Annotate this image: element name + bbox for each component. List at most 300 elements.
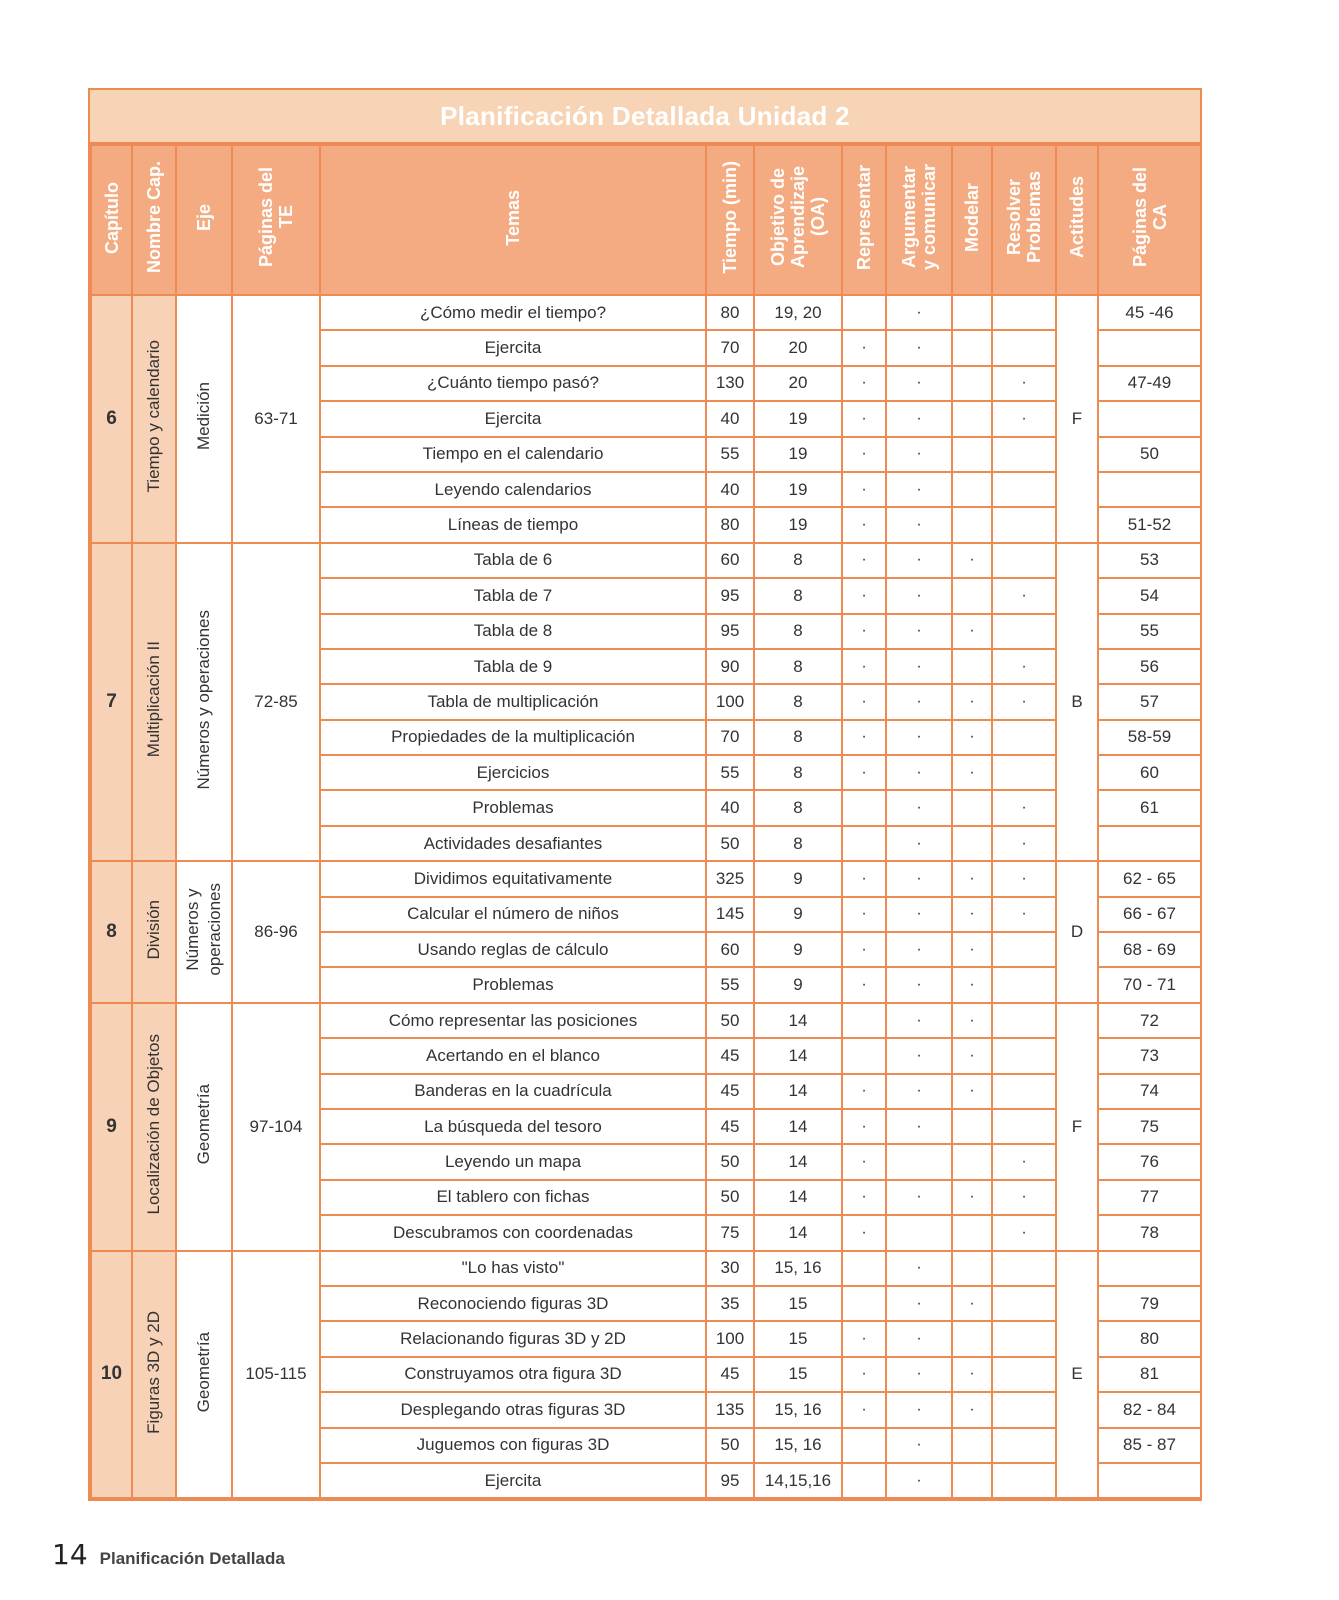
header-paginas-ca: Páginas del CA [1098,145,1201,295]
table-row [91,1003,1201,1038]
resolver-mark: · [992,578,1056,613]
table-title: Planificación Detallada Unidad 2 [90,90,1200,144]
oa-cell: 19 [754,437,842,472]
table-row [91,543,1201,578]
oa-cell: 9 [754,967,842,1002]
modelar-mark: · [952,967,992,1002]
tema-cell: Tabla de 8 [320,614,706,649]
tema-cell: Líneas de tiempo [320,507,706,542]
paginas-ca-cell: 78 [1098,1215,1201,1250]
chapter-name-text: Tiempo y calendario [144,340,163,493]
tiempo-cell: 45 [706,1038,754,1073]
header-temas: Temas [320,145,706,295]
oa-cell: 8 [754,649,842,684]
argumentar-mark: · [886,1463,952,1498]
argumentar-mark: · [886,401,952,436]
chapter-eje [176,861,232,1003]
tema-cell: Propiedades de la multiplicación [320,720,706,755]
argumentar-mark: · [886,1286,952,1321]
resolver-mark [992,967,1056,1002]
modelar-mark [952,1215,992,1250]
representar-mark: · [842,437,886,472]
tema-cell: Tabla de 7 [320,578,706,613]
oa-cell: 14 [754,1215,842,1250]
table-row [91,295,1201,330]
tema-cell: Tabla de 6 [320,543,706,578]
chapter-name-text: Multiplicación II [144,641,163,758]
chapter-name-text: Localización de Objetos [144,1033,163,1215]
modelar-mark [952,1428,992,1463]
chapter-actitud: D [1056,861,1098,1003]
modelar-mark: · [952,1074,992,1109]
oa-cell: 14 [754,1003,842,1038]
chapter-pages-te: 63-71 [232,295,320,543]
modelar-mark [952,578,992,613]
resolver-mark [992,1286,1056,1321]
chapter-name-text: Figuras 3D y 2D [144,1310,163,1434]
chapter-name [132,1003,176,1251]
oa-cell: 14 [754,1109,842,1144]
modelar-mark: · [952,755,992,790]
representar-mark: · [842,614,886,649]
tiempo-cell: 45 [706,1357,754,1392]
modelar-mark: · [952,861,992,896]
tiempo-cell: 60 [706,932,754,967]
argumentar-mark: · [886,790,952,825]
modelar-mark [952,826,992,861]
representar-mark: · [842,1144,886,1179]
tiempo-cell: 50 [706,1003,754,1038]
resolver-mark [992,1074,1056,1109]
resolver-mark: · [992,1180,1056,1215]
modelar-mark: · [952,1038,992,1073]
tiempo-cell: 45 [706,1109,754,1144]
tema-cell: Tabla de 9 [320,649,706,684]
tema-cell: ¿Cómo medir el tiempo? [320,295,706,330]
representar-mark: · [842,649,886,684]
modelar-mark [952,1321,992,1356]
page-footer [52,1538,285,1571]
chapter-pages-te: 86-96 [232,861,320,1003]
oa-cell: 8 [754,543,842,578]
resolver-mark [992,1003,1056,1038]
resolver-mark [992,1463,1056,1498]
resolver-mark: · [992,684,1056,719]
resolver-mark: · [992,1144,1056,1179]
tiempo-cell: 45 [706,1074,754,1109]
paginas-ca-cell: 53 [1098,543,1201,578]
table-row [91,861,1201,896]
argumentar-mark: · [886,897,952,932]
resolver-mark [992,1392,1056,1427]
representar-mark: · [842,720,886,755]
resolver-mark [992,720,1056,755]
modelar-mark: · [952,1003,992,1038]
resolver-mark: · [992,897,1056,932]
header-representar: Representar [842,145,886,295]
table-body [91,295,1201,1498]
modelar-mark [952,437,992,472]
representar-mark: · [842,967,886,1002]
representar-mark: · [842,507,886,542]
tiempo-cell: 75 [706,1215,754,1250]
tiempo-cell: 325 [706,861,754,896]
oa-cell: 15 [754,1321,842,1356]
representar-mark [842,295,886,330]
argumentar-mark: · [886,295,952,330]
representar-mark: · [842,1074,886,1109]
planning-table-container [88,88,1202,1501]
modelar-mark: · [952,1357,992,1392]
resolver-mark [992,437,1056,472]
oa-cell: 14,15,16 [754,1463,842,1498]
tema-cell: Desplegando otras figuras 3D [320,1392,706,1427]
argumentar-mark: · [886,330,952,365]
resolver-mark: · [992,790,1056,825]
argumentar-mark [886,1144,952,1179]
resolver-mark [992,1038,1056,1073]
representar-mark: · [842,684,886,719]
tiempo-cell: 80 [706,507,754,542]
oa-cell: 15, 16 [754,1428,842,1463]
representar-mark [842,1038,886,1073]
modelar-mark: · [952,684,992,719]
tema-cell: Problemas [320,967,706,1002]
tiempo-cell: 35 [706,1286,754,1321]
representar-mark [842,1428,886,1463]
modelar-mark [952,649,992,684]
modelar-mark [952,401,992,436]
resolver-mark [992,543,1056,578]
argumentar-mark: · [886,507,952,542]
paginas-ca-cell [1098,472,1201,507]
modelar-mark [952,295,992,330]
tema-cell: Dividimos equitativamente [320,861,706,896]
paginas-ca-cell [1098,330,1201,365]
chapter-pages-te: 105-115 [232,1251,320,1499]
argumentar-mark: · [886,684,952,719]
oa-cell: 8 [754,720,842,755]
paginas-ca-cell: 72 [1098,1003,1201,1038]
paginas-ca-cell: 68 - 69 [1098,932,1201,967]
oa-cell: 19 [754,401,842,436]
paginas-ca-cell: 51-52 [1098,507,1201,542]
modelar-mark [952,472,992,507]
tiempo-cell: 60 [706,543,754,578]
modelar-mark [952,1109,992,1144]
chapter-eje [176,1003,232,1251]
tiempo-cell: 40 [706,401,754,436]
paginas-ca-cell: 77 [1098,1180,1201,1215]
tema-cell: ¿Cuánto tiempo pasó? [320,366,706,401]
oa-cell: 8 [754,826,842,861]
paginas-ca-cell: 73 [1098,1038,1201,1073]
resolver-mark: · [992,649,1056,684]
chapter-eje-text: Números y operaciones [183,883,224,976]
oa-cell: 14 [754,1180,842,1215]
header-eje: Eje [176,145,232,295]
argumentar-mark: · [886,1074,952,1109]
tiempo-cell: 70 [706,330,754,365]
tema-cell: Actividades desafiantes [320,826,706,861]
resolver-mark [992,932,1056,967]
tema-cell: Relacionando figuras 3D y 2D [320,1321,706,1356]
oa-cell: 14 [754,1038,842,1073]
tiempo-cell: 95 [706,614,754,649]
argumentar-mark: · [886,578,952,613]
planning-table [90,144,1202,1499]
tiempo-cell: 50 [706,1180,754,1215]
representar-mark: · [842,861,886,896]
representar-mark [842,1286,886,1321]
paginas-ca-cell [1098,1251,1201,1286]
tema-cell: El tablero con fichas [320,1180,706,1215]
tiempo-cell: 55 [706,755,754,790]
paginas-ca-cell: 81 [1098,1357,1201,1392]
oa-cell: 9 [754,897,842,932]
argumentar-mark: · [886,1003,952,1038]
paginas-ca-cell: 66 - 67 [1098,897,1201,932]
argumentar-mark: · [886,826,952,861]
tiempo-cell: 50 [706,1428,754,1463]
chapter-actitud: E [1056,1251,1098,1499]
tema-cell: Construyamos otra figura 3D [320,1357,706,1392]
header-capitulo: Capítulo [91,145,132,295]
tiempo-cell: 40 [706,790,754,825]
resolver-mark [992,1357,1056,1392]
paginas-ca-cell: 50 [1098,437,1201,472]
resolver-mark [992,472,1056,507]
argumentar-mark: · [886,967,952,1002]
tema-cell: Ejercicios [320,755,706,790]
chapter-eje-text: Geometría [194,1084,213,1165]
modelar-mark [952,1463,992,1498]
header-nombre-cap: Nombre Cap. [132,145,176,295]
tema-cell: Cómo representar las posiciones [320,1003,706,1038]
tema-cell: Reconociendo figuras 3D [320,1286,706,1321]
resolver-mark [992,1321,1056,1356]
oa-cell: 8 [754,790,842,825]
modelar-mark: · [952,932,992,967]
chapter-eje-text: Geometría [194,1331,213,1413]
modelar-mark [952,1251,992,1286]
resolver-mark [992,1109,1056,1144]
modelar-mark [952,1144,992,1179]
chapter-eje [176,295,232,543]
tema-cell: "Lo has visto" [320,1251,706,1286]
resolver-mark: · [992,401,1056,436]
resolver-mark: · [992,366,1056,401]
tiempo-cell: 50 [706,826,754,861]
chapter-actitud: B [1056,543,1098,862]
representar-mark: · [842,401,886,436]
representar-mark: · [842,932,886,967]
resolver-mark [992,1251,1056,1286]
header-resolver: Resolver Problemas [992,145,1056,295]
oa-cell: 8 [754,755,842,790]
paginas-ca-cell: 54 [1098,578,1201,613]
tiempo-cell: 95 [706,578,754,613]
modelar-mark: · [952,1392,992,1427]
paginas-ca-cell: 74 [1098,1074,1201,1109]
representar-mark: · [842,1321,886,1356]
tema-cell: Banderas en la cuadrícula [320,1074,706,1109]
argumentar-mark: · [886,1109,952,1144]
oa-cell: 8 [754,578,842,613]
resolver-mark: · [992,826,1056,861]
tema-cell: Leyendo calendarios [320,472,706,507]
modelar-mark: · [952,720,992,755]
argumentar-mark: · [886,755,952,790]
tema-cell: Usando reglas de cálculo [320,932,706,967]
tiempo-cell: 55 [706,967,754,1002]
resolver-mark [992,295,1056,330]
tema-cell: Juguemos con figuras 3D [320,1428,706,1463]
representar-mark [842,1003,886,1038]
paginas-ca-cell: 58-59 [1098,720,1201,755]
header-oa: Objetivo de Aprendizaje (OA) [754,145,842,295]
tiempo-cell: 100 [706,684,754,719]
header-argumentar: Argumentar y comunicar [886,145,952,295]
representar-mark [842,826,886,861]
resolver-mark [992,1428,1056,1463]
oa-cell: 19 [754,507,842,542]
oa-cell: 14 [754,1074,842,1109]
modelar-mark: · [952,1180,992,1215]
resolver-mark: · [992,1215,1056,1250]
tema-cell: Tiempo en el calendario [320,437,706,472]
representar-mark: · [842,1215,886,1250]
header-paginas-te: Páginas del TE [232,145,320,295]
header-row [91,145,1201,295]
paginas-ca-cell [1098,826,1201,861]
argumentar-mark: · [886,437,952,472]
tiempo-cell: 80 [706,295,754,330]
chapter-actitud: F [1056,295,1098,543]
chapter-pages-te: 72-85 [232,543,320,862]
chapter-name [132,861,176,1003]
tema-cell: Tabla de multiplicación [320,684,706,719]
representar-mark: · [842,330,886,365]
tema-cell: Calcular el número de niños [320,897,706,932]
argumentar-mark: · [886,1038,952,1073]
tiempo-cell: 100 [706,1321,754,1356]
oa-cell: 15 [754,1357,842,1392]
page-number: 14 [52,1538,88,1571]
oa-cell: 20 [754,330,842,365]
paginas-ca-cell: 47-49 [1098,366,1201,401]
oa-cell: 15 [754,1286,842,1321]
chapter-number: 8 [91,861,132,1003]
modelar-mark [952,790,992,825]
argumentar-mark: · [886,1321,952,1356]
representar-mark [842,1463,886,1498]
tiempo-cell: 70 [706,720,754,755]
chapter-number: 6 [91,295,132,543]
tema-cell: Ejercita [320,1463,706,1498]
tiempo-cell: 145 [706,897,754,932]
paginas-ca-cell: 75 [1098,1109,1201,1144]
representar-mark: · [842,897,886,932]
header-tiempo: Tiempo (min) [706,145,754,295]
chapter-number: 7 [91,543,132,862]
representar-mark: · [842,366,886,401]
tema-cell: La búsqueda del tesoro [320,1109,706,1144]
tema-cell: Ejercita [320,401,706,436]
tiempo-cell: 30 [706,1251,754,1286]
tiempo-cell: 40 [706,472,754,507]
resolver-mark [992,330,1056,365]
oa-cell: 9 [754,861,842,896]
resolver-mark: · [992,861,1056,896]
resolver-mark [992,755,1056,790]
modelar-mark [952,366,992,401]
argumentar-mark: · [886,1251,952,1286]
paginas-ca-cell [1098,401,1201,436]
argumentar-mark: · [886,472,952,507]
oa-cell: 19, 20 [754,295,842,330]
paginas-ca-cell: 80 [1098,1321,1201,1356]
resolver-mark [992,507,1056,542]
chapter-name-text: División [144,899,163,960]
chapter-number: 9 [91,1003,132,1251]
argumentar-mark: · [886,932,952,967]
representar-mark: · [842,1392,886,1427]
chapter-eje-text: Medición [194,382,213,451]
paginas-ca-cell: 85 - 87 [1098,1428,1201,1463]
argumentar-mark: · [886,1357,952,1392]
argumentar-mark: · [886,1180,952,1215]
header-modelar: Modelar [952,145,992,295]
paginas-ca-cell: 62 - 65 [1098,861,1201,896]
oa-cell: 9 [754,932,842,967]
paginas-ca-cell: 70 - 71 [1098,967,1201,1002]
chapter-actitud: F [1056,1003,1098,1251]
representar-mark [842,790,886,825]
tiempo-cell: 130 [706,366,754,401]
chapter-name [132,295,176,543]
paginas-ca-cell [1098,1463,1201,1498]
argumentar-mark: · [886,366,952,401]
tiempo-cell: 90 [706,649,754,684]
tema-cell: Acertando en el blanco [320,1038,706,1073]
tema-cell: Leyendo un mapa [320,1144,706,1179]
argumentar-mark: · [886,614,952,649]
oa-cell: 20 [754,366,842,401]
modelar-mark: · [952,543,992,578]
modelar-mark: · [952,897,992,932]
table-row [91,1251,1201,1286]
representar-mark: · [842,1357,886,1392]
chapter-name [132,543,176,862]
representar-mark: · [842,1109,886,1144]
modelar-mark [952,507,992,542]
oa-cell: 8 [754,614,842,649]
paginas-ca-cell: 45 -46 [1098,295,1201,330]
paginas-ca-cell: 57 [1098,684,1201,719]
footer-label: Planificación Detallada [99,1549,285,1568]
argumentar-mark: · [886,649,952,684]
tiempo-cell: 55 [706,437,754,472]
representar-mark: · [842,755,886,790]
argumentar-mark: · [886,1428,952,1463]
representar-mark: · [842,1180,886,1215]
oa-cell: 15, 16 [754,1251,842,1286]
paginas-ca-cell: 82 - 84 [1098,1392,1201,1427]
chapter-number: 10 [91,1251,132,1499]
oa-cell: 19 [754,472,842,507]
paginas-ca-cell: 61 [1098,790,1201,825]
